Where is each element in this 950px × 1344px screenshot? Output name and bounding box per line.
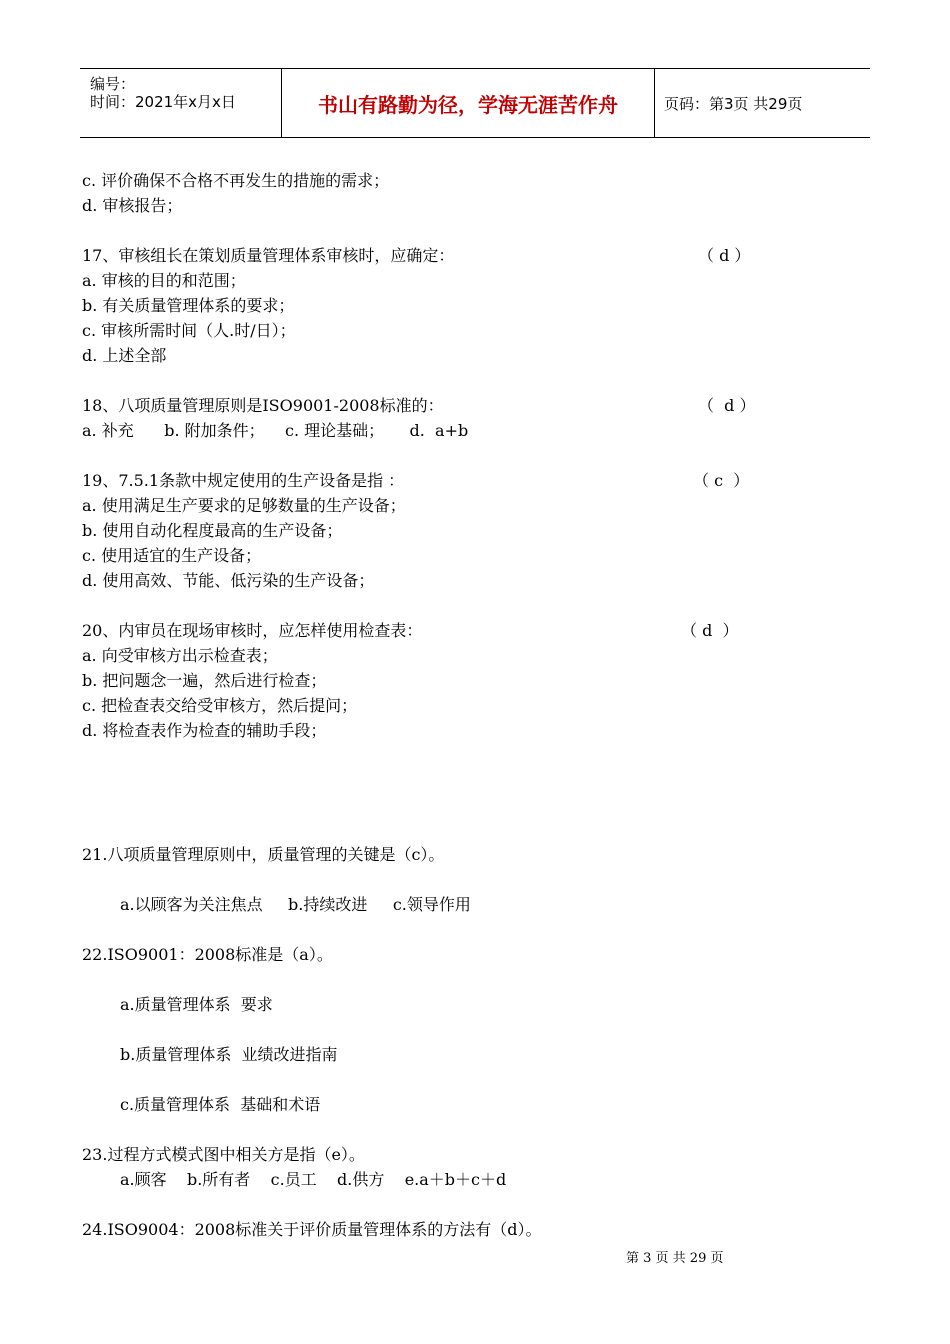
text-line: c. 评价确保不合格不再发生的措施的需求； [82,171,390,190]
text-line: a.质量管理体系 要求 [120,995,273,1014]
header-motto: 书山有路勤为径，学海无涯苦作舟 [282,69,655,137]
document-number-label: 编号： [90,75,136,93]
answer-mark: （ d ） [698,246,751,265]
text-line: c. 使用适宜的生产设备； [82,546,262,565]
text-line: d. 使用高效、节能、低污染的生产设备； [82,571,375,590]
text-line: c. 审核所需时间（人.时/日）； [82,321,296,340]
text-line: 23.过程方式模式图中相关方是指（e）。 [82,1145,365,1164]
header-meta [80,69,282,137]
document-time-label: 时间：2021年x月x日 [90,93,236,111]
text-line: b.质量管理体系 业绩改进指南 [120,1045,338,1064]
text-line: c. 把检查表交给受审核方，然后提问； [82,696,358,715]
text-line: 21.八项质量管理原则中，质量管理的关键是（c）。 [82,845,445,864]
text-line: 20、内审员在现场审核时，应怎样使用检查表： [82,621,423,640]
text-line: d. 审核报告； [82,196,183,215]
text-line: a. 审核的目的和范围； [82,271,246,290]
text-line: a. 向受审核方出示检查表； [82,646,278,665]
text-line: b. 有关质量管理体系的要求； [82,296,295,315]
text-line: a.以顾客为关注焦点 b.持续改进 c.领导作用 [120,895,471,914]
answer-mark: （ d ） [681,621,739,640]
text-line: b. 使用自动化程度最高的生产设备； [82,521,343,540]
text-line: a. 补充 b. 附加条件； c. 理论基础； d. a+b [82,421,469,440]
page-header [80,68,870,138]
answer-mark: （ c ） [693,471,750,490]
text-line: 22.ISO9001：2008标准是（a）。 [82,945,333,964]
text-line: a.顾客 b.所有者 c.员工 d.供方 e.a＋b＋c＋d [120,1170,507,1189]
text-line: d. 上述全部 [82,346,167,365]
page-footer: 第 3 页 共 29 页 [626,1251,724,1266]
text-line: 18、八项质量管理原则是ISO9001-2008标准的： [82,396,444,415]
text-line: 19、7.5.1条款中规定使用的生产设备是指 ： [82,471,405,490]
text-line: 17、审核组长在策划质量管理体系审核时，应确定： [82,246,455,265]
text-line: b. 把问题念一遍，然后进行检查； [82,671,327,690]
header-page-label: 页码：第3页 共29页 [664,94,803,113]
answer-mark: （ d ） [698,396,756,415]
text-line: 24.ISO9004：2008标准关于评价质量管理体系的方法有（d）。 [82,1220,542,1239]
text-line: a. 使用满足生产要求的足够数量的生产设备； [82,496,406,515]
text-line: c.质量管理体系 基础和术语 [120,1095,321,1114]
text-line: d. 将检查表作为检查的辅助手段； [82,721,327,740]
